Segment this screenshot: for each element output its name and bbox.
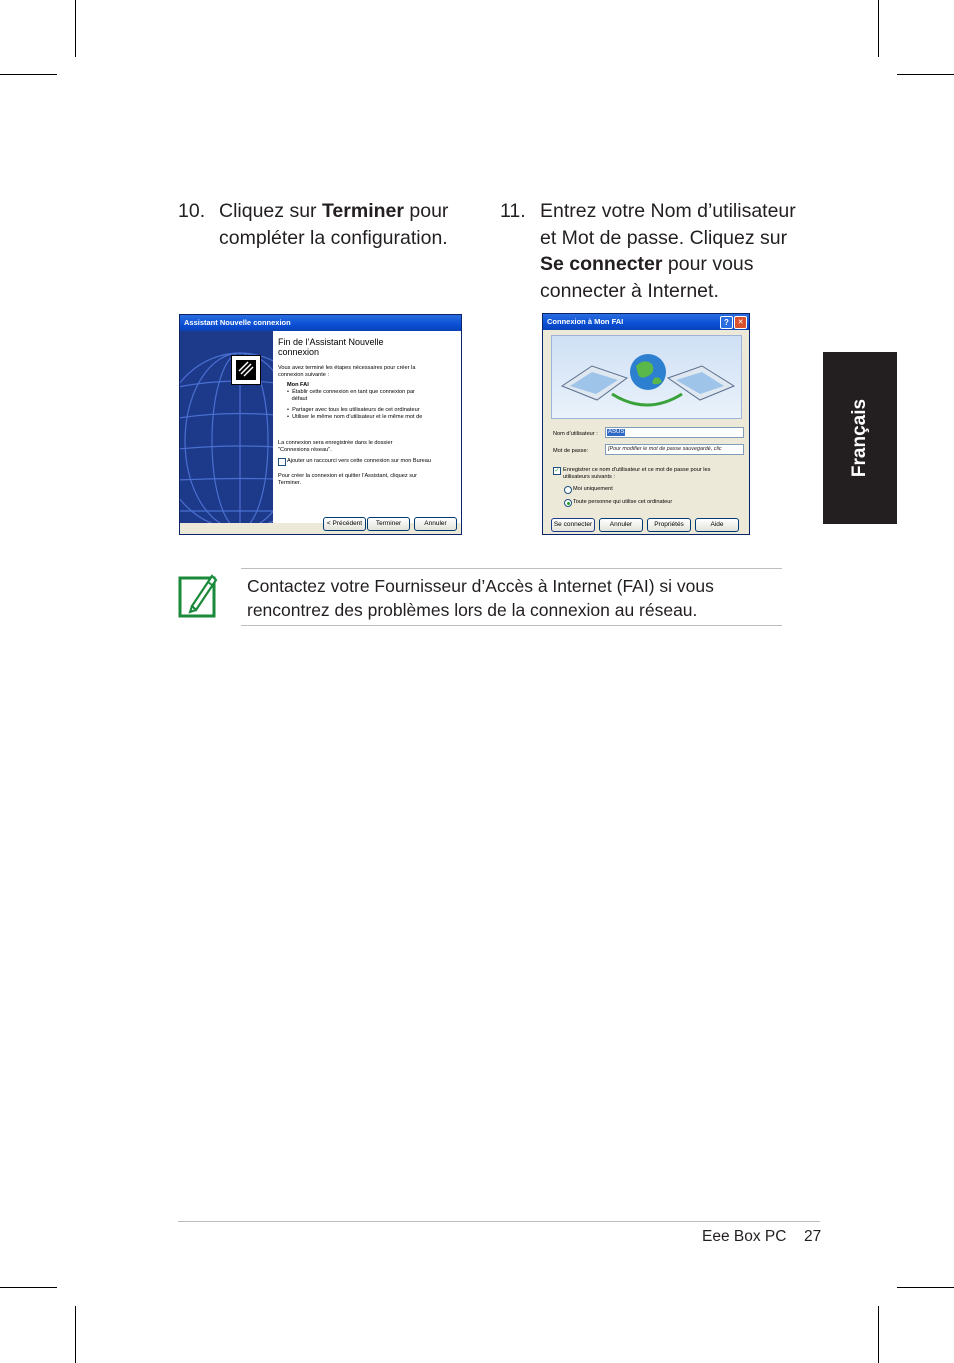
password-label: Mot de passe: [553, 448, 589, 454]
network-globe-icon [552, 336, 742, 419]
crop-mark [75, 0, 76, 57]
connection-name: Mon FAI [287, 382, 309, 388]
wizard-bullet: • Utiliser le même nom d’utilisateur et le même mot de [287, 414, 423, 420]
pencil-note-icon [178, 572, 218, 618]
shortcut-checkbox[interactable] [278, 458, 286, 466]
note-box [241, 568, 782, 626]
step-text-line: et Mot de passe. Cliquez sur [540, 226, 788, 249]
step-text-line: compléter la configuration. [219, 226, 448, 249]
properties-button[interactable]: Propriétés [647, 518, 691, 532]
step-text-line: connecter à Internet. [540, 279, 719, 302]
close-icon[interactable]: ✕ [734, 316, 747, 329]
plug-icon [232, 356, 260, 384]
username-value: ASUS [608, 429, 625, 435]
crop-mark [75, 1306, 76, 1363]
wizard-saved-text: La connexion sera enregistrée dans le dossier "Connexions réseau". [278, 440, 393, 453]
connect-cancel-button[interactable]: Annuler [599, 518, 643, 532]
note-text: Contactez votre Fournisseur d’Accès à Internet (FAI) si vous rencontrez des problèmes lors de la connexion au réseau. [247, 576, 714, 620]
wizard-intro: Vous avez terminé les étapes nécessaires pour créer la connexion suivante : [278, 365, 416, 378]
connection-icon [231, 355, 261, 385]
wizard-globe-panel [180, 331, 273, 523]
radio-all[interactable] [564, 499, 572, 507]
save-password-checkbox[interactable]: ✓ [554, 468, 560, 474]
wizard-finish-text: Pour créer la connexion et quitter l’Assistant, cliquez sur Terminer. [278, 473, 417, 486]
language-tab [823, 352, 897, 524]
crop-mark [0, 74, 57, 75]
help-button[interactable]: Aide [695, 518, 739, 532]
radio-me[interactable] [564, 486, 572, 494]
footer-rule [178, 1221, 820, 1222]
crop-mark [878, 0, 879, 57]
crop-mark [897, 74, 954, 75]
wizard-bullet: • Partager avec tous les utilisateurs de cet ordinateur [287, 407, 420, 413]
step-number: 11. [500, 200, 526, 222]
footer-product: Eee Box PC [702, 1228, 787, 1245]
wizard-dialog [179, 314, 462, 535]
save-password-label: Enregistrer ce nom d’utilisateur et ce mot de passe pour les utilisateurs suivants : [563, 467, 711, 480]
wizard-heading: Fin de l’Assistant Nouvelle connexion [278, 337, 384, 357]
wizard-bullet: • Établir cette connexion en tant que connexion par défaut [287, 389, 415, 402]
network-banner [551, 335, 742, 419]
password-placeholder: [Pour modifier le mot de passe sauvegardé, clic [608, 446, 722, 452]
username-label: Nom d’utilisateur : [553, 431, 598, 437]
step-keyword: Terminer [321, 200, 404, 222]
finish-button[interactable]: Terminer [367, 517, 410, 531]
radio-all-label: Toute personne qui utilise cet ordinateur [573, 499, 673, 505]
step-text-line: Entrez votre Nom d’utilisateur [540, 200, 796, 222]
crop-mark [878, 1306, 879, 1363]
connect-titlebar [543, 314, 749, 330]
page-number: 27 [804, 1228, 822, 1245]
username-input[interactable] [605, 427, 744, 438]
password-input[interactable] [605, 444, 744, 455]
note-icon [178, 572, 218, 618]
wizard-titlebar: Assistant Nouvelle connexion [180, 315, 461, 331]
shortcut-label: Ajouter un raccourci vers cette connexion sur mon Bureau [287, 458, 431, 464]
help-icon[interactable]: ? [720, 316, 733, 329]
radio-me-label: Moi uniquement [573, 486, 613, 492]
cancel-button[interactable]: Annuler [414, 517, 457, 531]
step-number: 10. [178, 200, 206, 222]
connect-title: Connexion à Mon FAI [547, 317, 624, 326]
step-text-line: Cliquez sur Terminer pour [219, 200, 449, 222]
step-text-line: Se connecter pour vous [540, 253, 754, 275]
step-keyword: Se connecter [540, 253, 663, 275]
crop-mark [897, 1287, 954, 1288]
language-tab-label: Français [849, 398, 870, 478]
wizard-content [273, 331, 461, 523]
crop-mark [0, 1287, 57, 1288]
back-button[interactable]: < Précédent [323, 517, 366, 531]
connect-button[interactable]: Se connecter [551, 518, 595, 532]
connect-dialog [542, 313, 750, 535]
